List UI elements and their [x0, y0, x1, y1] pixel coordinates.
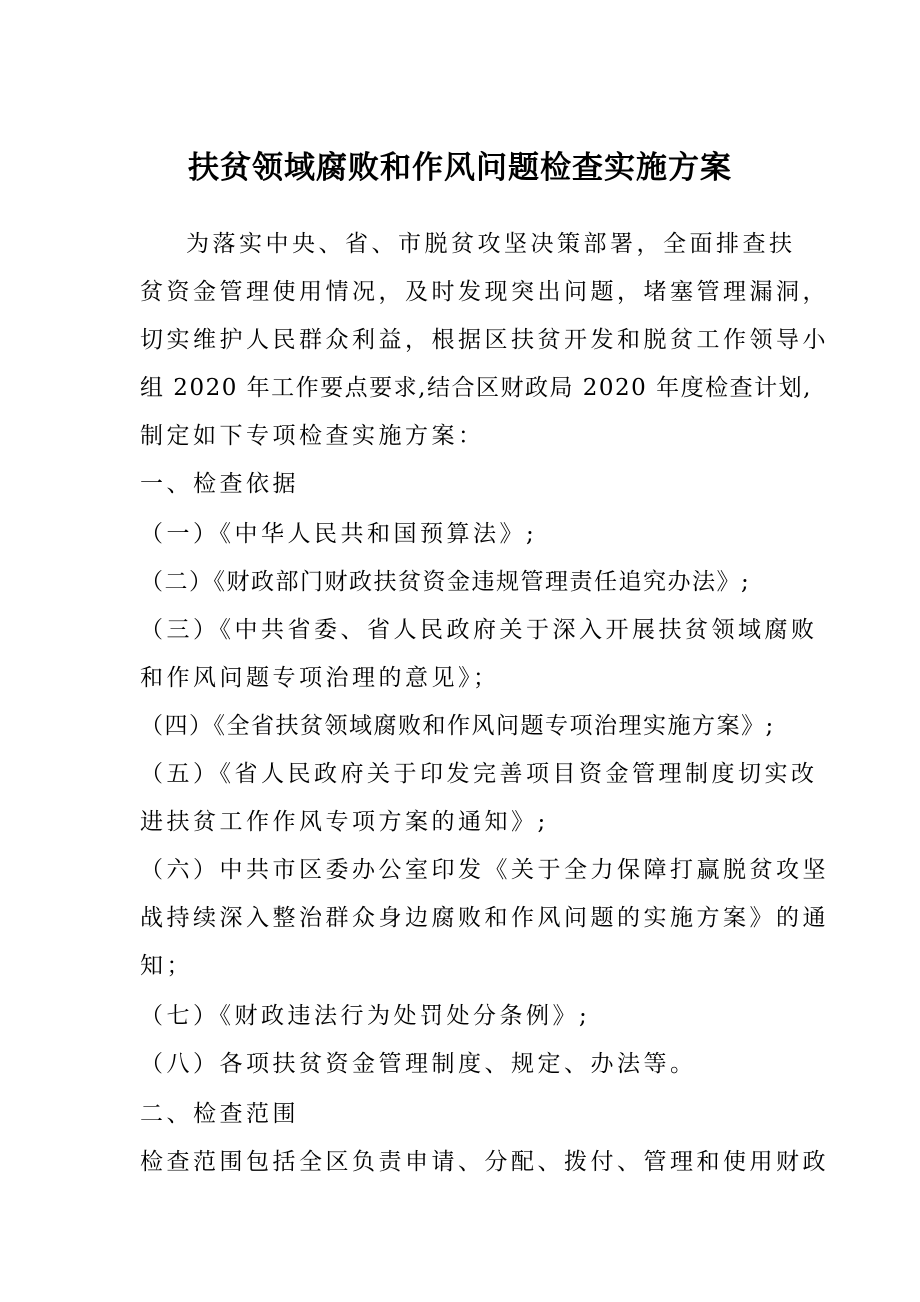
- list-item: （五）《省人民政府关于印发完善项目资金管理制度切实改: [140, 761, 818, 787]
- list-item: （六）中共市区委办公室印发《关于全力保障打赢脱贫攻坚: [140, 857, 829, 883]
- body-line: 切实维护人民群众利益，根据区扶贫开发和脱贫工作领导小: [140, 327, 829, 353]
- section-heading: 二、检查范围: [140, 1101, 299, 1127]
- list-item: （七）《财政违法行为处罚处分条例》;: [140, 1003, 591, 1029]
- list-item: （二）《财政部门财政扶贫资金违规管理责任追究办法》;: [140, 569, 751, 595]
- list-item: （三）《中共省委、省人民政府关于深入开展扶贫领域腐败: [140, 617, 818, 643]
- list-item: （四）《全省扶贫领域腐败和作风问题专项治理实施方案》;: [140, 713, 775, 739]
- list-item: （八）各项扶贫资金管理制度、规定、办法等。: [140, 1051, 697, 1077]
- document-title: 扶贫领域腐败和作风问题检查实施方案: [188, 150, 732, 186]
- list-item: 和作风问题专项治理的意见》；: [140, 665, 500, 691]
- list-item: （一）《中华人民共和国预算法》;: [140, 521, 538, 547]
- list-item: 知；: [140, 953, 193, 979]
- section-heading: 一、检查依据: [140, 471, 299, 497]
- list-item: 进扶贫工作作风专项方案的通知》;: [140, 809, 549, 835]
- body-line: 组 2020 年工作要点要求,结合区财政局 2020 年度检查计划,: [140, 375, 812, 401]
- body-line: 检查范围包括全区负责申请、分配、拨付、管理和使用财政: [140, 1149, 829, 1175]
- body-line: 制定如下专项检查实施方案：: [140, 423, 485, 449]
- body-line: 贫资金管理使用情况，及时发现突出问题，堵塞管理漏洞，: [140, 279, 829, 305]
- list-item: 战持续深入整治群众身边腐败和作风问题的实施方案》的通: [140, 905, 829, 931]
- body-line: 为落实中央、省、市脱贫攻坚决策部署，全面排查扶: [186, 231, 796, 257]
